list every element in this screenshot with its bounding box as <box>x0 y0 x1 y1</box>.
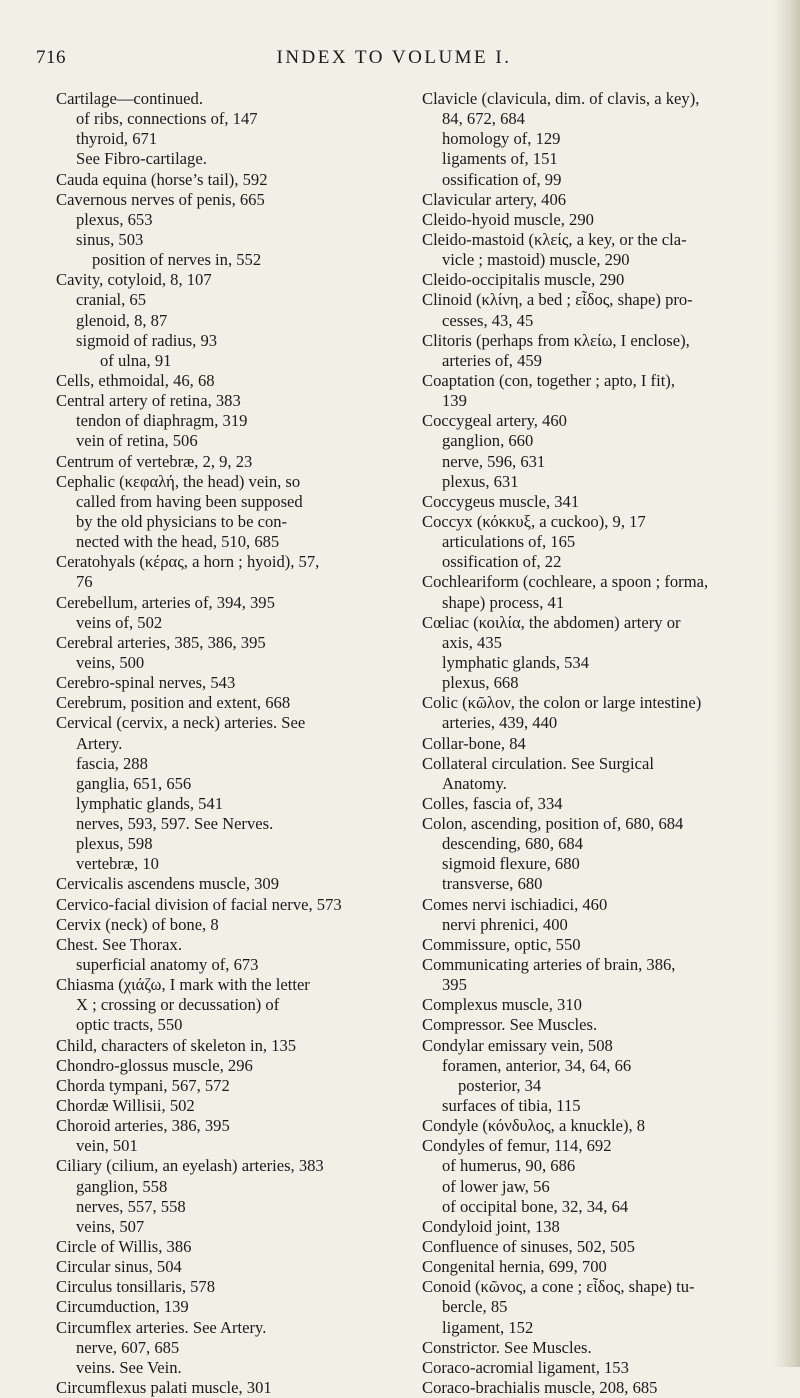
index-entry: Child, characters of skeleton in, 135 <box>56 1035 297 1055</box>
index-entry: Cerebellum, arteries of, 394, 395 <box>56 592 275 612</box>
index-entry: Conoid (κῶνος, a cone ; εἶδος, shape) tu- <box>422 1277 695 1297</box>
index-subentry: ligaments of, 151 <box>442 149 558 169</box>
index-subentry: nervi phrenici, 400 <box>442 914 568 934</box>
index-subentry: plexus, 598 <box>76 834 153 854</box>
index-entry: Central artery of retina, 383 <box>56 391 241 411</box>
index-entry: Coaptation (con, together ; apto, I fit), <box>422 370 675 390</box>
index-entry: Circumflexus palati muscle, 301 <box>56 1378 272 1397</box>
index-entry: Coccygeus muscle, 341 <box>422 491 580 511</box>
index-entry: Chordæ Willisii, 502 <box>56 1096 195 1116</box>
index-column-left <box>56 89 396 1398</box>
index-subentry: veins. See Vein. <box>76 1357 182 1377</box>
index-entry: Cervical (cervix, a neck) arteries. See <box>56 713 306 733</box>
index-entry: Coraco-acromial ligament, 153 <box>422 1357 629 1377</box>
running-head: INDEX TO VOLUME I. <box>276 47 512 68</box>
index-subentry: homology of, 129 <box>442 129 561 149</box>
index-subentry: tendon of diaphragm, 319 <box>76 411 248 431</box>
index-entry: Cleido-hyoid muscle, 290 <box>422 209 594 229</box>
index-subentry: nected with the head, 510, 685 <box>76 532 280 552</box>
index-subentry: articulations of, 165 <box>442 532 576 552</box>
index-entry: Congenital hernia, 699, 700 <box>422 1257 607 1277</box>
index-subentry: vicle ; mastoid) muscle, 290 <box>442 250 630 270</box>
index-entry: Commissure, optic, 550 <box>422 934 581 954</box>
index-entry: Coccyx (κόκκυξ, a cuckoo), 9, 17 <box>422 511 646 531</box>
index-entry: Cartilage—continued. <box>56 89 203 108</box>
index-subentry: arteries, 439, 440 <box>442 713 558 733</box>
index-subentry: of ulna, 91 <box>100 350 172 370</box>
index-subentry: plexus, 668 <box>442 673 519 693</box>
index-entry: Colles, fascia of, 334 <box>422 793 563 813</box>
index-subentry: plexus, 631 <box>442 471 519 491</box>
index-entry: Coccygeal artery, 460 <box>422 411 567 431</box>
page-number: 716 <box>36 47 66 68</box>
index-entry: Ceratohyals (κέρας, a horn ; hyoid), 57, <box>56 552 320 572</box>
index-entry: Circumduction, 139 <box>56 1297 189 1317</box>
index-entry: Constrictor. See Muscles. <box>422 1337 592 1357</box>
index-subentry: ligament, 152 <box>442 1317 534 1337</box>
index-entry: Collar-bone, 84 <box>422 733 526 753</box>
index-subentry: veins, 500 <box>76 652 145 672</box>
index-subentry: bercle, 85 <box>442 1297 508 1317</box>
index-subentry: See Fibro-cartilage. <box>76 149 207 169</box>
index-subentry: veins of, 502 <box>76 612 163 632</box>
page-edge-shadow <box>774 0 800 1367</box>
index-subentry: vertebræ, 10 <box>76 854 159 874</box>
index-entry: Chorda tympani, 567, 572 <box>56 1075 230 1095</box>
index-entry: Cauda equina (horse’s tail), 592 <box>56 169 268 189</box>
index-subentry: cesses, 43, 45 <box>442 310 534 330</box>
index-subentry: of humerus, 90, 686 <box>442 1156 576 1176</box>
index-subentry: descending, 680, 684 <box>442 834 584 854</box>
index-entry: Centrum of vertebræ, 2, 9, 23 <box>56 451 253 471</box>
index-subentry: transverse, 680 <box>442 874 543 894</box>
index-subentry: ganglion, 660 <box>442 431 534 451</box>
index-entry: Coraco-brachialis muscle, 208, 685 <box>422 1378 658 1397</box>
index-subentry: sigmoid of radius, 93 <box>76 330 218 350</box>
index-entry: Cervicalis ascendens muscle, 309 <box>56 874 280 894</box>
index-subentry: of occipital bone, 32, 34, 64 <box>442 1196 629 1216</box>
index-subentry: axis, 435 <box>442 632 502 652</box>
index-subentry: lymphatic glands, 541 <box>76 793 224 813</box>
index-subentry: plexus, 653 <box>76 209 153 229</box>
index-entry: Cervico-facial division of facial nerve, 573 <box>56 894 342 914</box>
index-entry: Circulus tonsillaris, 578 <box>56 1277 216 1297</box>
index-entry: Cleido-occipitalis muscle, 290 <box>422 270 625 290</box>
index-subentry: ganglion, 558 <box>76 1176 168 1196</box>
index-subentry: nerves, 593, 597. See Nerves. <box>76 814 274 834</box>
index-subentry: glenoid, 8, 87 <box>76 310 168 330</box>
index-entry: Cochleariform (cochleare, a spoon ; forma, <box>422 572 709 592</box>
index-subentry: ganglia, 651, 656 <box>76 773 192 793</box>
index-entry: Condyles of femur, 114, 692 <box>422 1136 612 1156</box>
index-subentry: position of nerves in, 552 <box>92 250 262 270</box>
index-subentry: veins, 507 <box>76 1216 145 1236</box>
index-subentry: 139 <box>442 391 467 411</box>
page-header <box>36 47 752 77</box>
index-subentry: shape) process, 41 <box>442 592 565 612</box>
index-entry: Cervix (neck) of bone, 8 <box>56 914 219 934</box>
index-entry: Cerebrum, position and extent, 668 <box>56 693 291 713</box>
index-entry: Cells, ethmoidal, 46, 68 <box>56 370 215 390</box>
index-column-right <box>422 89 764 1398</box>
index-subentry: ossification of, 22 <box>442 552 562 572</box>
index-entry: Circular sinus, 504 <box>56 1257 182 1277</box>
index-entry: Clinoid (κλίνη, a bed ; εἶδος, shape) pro- <box>422 290 693 310</box>
index-entry: Colic (κῶλον, the colon or large intestine) <box>422 693 702 713</box>
index-subentry: X ; crossing or decussation) of <box>76 995 280 1015</box>
index-subentry: ossification of, 99 <box>442 169 562 189</box>
index-entry: Cavity, cotyloid, 8, 107 <box>56 270 212 290</box>
index-entry: Complexus muscle, 310 <box>422 995 582 1015</box>
index-subentry: foramen, anterior, 34, 64, 66 <box>442 1055 632 1075</box>
index-entry: Cavernous nerves of penis, 665 <box>56 189 265 209</box>
index-subentry: of ribs, connections of, 147 <box>76 109 258 129</box>
index-entry: Cephalic (κεφαλή, the head) vein, so <box>56 471 301 491</box>
index-entry: Compressor. See Muscles. <box>422 1015 598 1035</box>
index-entry: Colon, ascending, position of, 680, 684 <box>422 814 684 834</box>
index-entry: Chondro-glossus muscle, 296 <box>56 1055 253 1075</box>
index-subentry: fascia, 288 <box>76 753 148 773</box>
index-subentry: 84, 672, 684 <box>442 109 525 129</box>
index-subentry: 395 <box>442 975 467 995</box>
index-subentry: arteries of, 459 <box>442 350 542 370</box>
index-entry: Collateral circulation. See Surgical <box>422 753 654 773</box>
index-entry: Clavicle (clavicula, dim. of clavis, a key), <box>422 89 700 108</box>
index-entry: Choroid arteries, 386, 395 <box>56 1116 230 1136</box>
index-entry: Ciliary (cilium, an eyelash) arteries, 383 <box>56 1156 324 1176</box>
index-subentry: nerves, 557, 558 <box>76 1196 186 1216</box>
index-entry: Condyloid joint, 138 <box>422 1216 560 1236</box>
index-subentry: vein of retina, 506 <box>76 431 198 451</box>
index-subentry: by the old physicians to be con- <box>76 511 288 531</box>
index-entry: Clitoris (perhaps from κλείω, I enclose), <box>422 330 690 350</box>
index-subentry: superficial anatomy of, 673 <box>76 955 259 975</box>
index-entry: Chiasma (χιάζω, I mark with the letter <box>56 975 310 995</box>
index-entry: Cerebro-spinal nerves, 543 <box>56 673 236 693</box>
index-subentry: called from having been supposed <box>76 491 303 511</box>
index-subentry: sigmoid flexure, 680 <box>442 854 580 874</box>
index-entry: Circumflex arteries. See Artery. <box>56 1317 267 1337</box>
index-entry: Condylar emissary vein, 508 <box>422 1035 613 1055</box>
index-entry: Confluence of sinuses, 502, 505 <box>422 1237 635 1257</box>
index-subentry: optic tracts, 550 <box>76 1015 183 1035</box>
index-subentry: nerve, 607, 685 <box>76 1337 180 1357</box>
index-subentry: thyroid, 671 <box>76 129 158 149</box>
index-entry: Cleido-mastoid (κλείς, a key, or the cla- <box>422 229 687 249</box>
index-subentry: 76 <box>76 572 93 592</box>
index-entry: Cerebral arteries, 385, 386, 395 <box>56 632 266 652</box>
index-subentry: lymphatic glands, 534 <box>442 652 590 672</box>
index-subentry: of lower jaw, 56 <box>442 1176 550 1196</box>
index-entry: Circle of Willis, 386 <box>56 1237 192 1257</box>
index-subentry: Artery. <box>76 733 123 753</box>
index-subentry: vein, 501 <box>76 1136 138 1156</box>
index-subentry: posterior, 34 <box>458 1075 542 1095</box>
index-entry: Clavicular artery, 406 <box>422 189 567 209</box>
index-subentry: Anatomy. <box>442 773 507 793</box>
index-entry: Cœliac (κοιλία, the abdomen) artery or <box>422 612 681 632</box>
index-entry: Comes nervi ischiadici, 460 <box>422 894 608 914</box>
index-subentry: surfaces of tibia, 115 <box>442 1096 581 1116</box>
index-subentry: cranial, 65 <box>76 290 147 310</box>
index-entry: Chest. See Thorax. <box>56 934 182 954</box>
index-subentry: nerve, 596, 631 <box>442 451 546 471</box>
index-entry: Communicating arteries of brain, 386, <box>422 955 676 975</box>
index-entry: Condyle (κόνδυλος, a knuckle), 8 <box>422 1116 646 1136</box>
index-subentry: sinus, 503 <box>76 229 144 249</box>
